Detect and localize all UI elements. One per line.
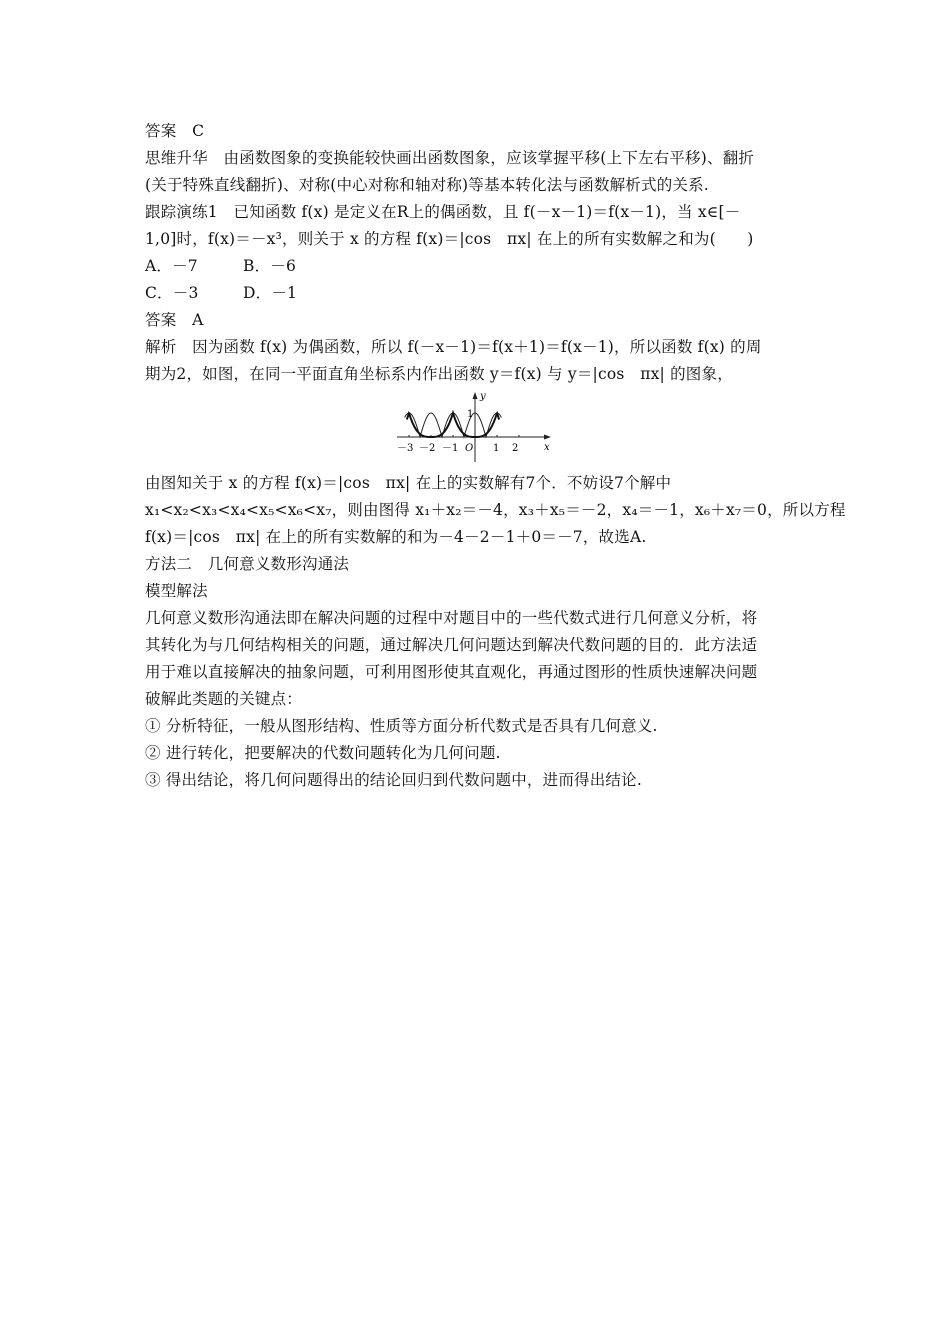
y-one-label: 1 xyxy=(467,409,474,420)
options-row-2 xyxy=(145,280,810,307)
analysis-line-5: f(x)＝|cos πx| 在上的所有实数解的和为－4－2－1＋0＝－7，故选A. xyxy=(145,528,647,546)
practice-line-1: 跟踪演练1 已知函数 f(x) 是定义在R上的偶函数，且 f(－x－1)＝f(x－1)，当 x∈[－ xyxy=(145,203,741,221)
x-axis-arrow xyxy=(544,435,551,440)
analysis-line-4: x₁<x₂<x₃<x₄<x₅<x₆<x₇，则由图得 x₁＋x₂＝－4，x₃＋x₅＝－2，x₄＝－1，x₆＋x₇＝0，所以方程 xyxy=(145,501,846,519)
option-b: B．－6 xyxy=(243,257,297,275)
paragraph-line-1: 几何意义数形沟通法即在解决问题的过程中对题目中的一些代数式进行几何意义分析，将 xyxy=(145,609,758,627)
paragraph-line-4: 破解此类题的关键点： xyxy=(145,690,303,708)
option-d: D．－1 xyxy=(243,284,298,302)
tick-label-2: 2 xyxy=(512,443,519,454)
practice-line-2: 1,0]时，f(x)＝－x³，则关于 x 的方程 f(x)＝|cos πx| 在上的所有实数解之和为( ) xyxy=(145,230,754,248)
analysis-line-2: 期为2，如图，在同一平面直角坐标系内作出函数 y＝f(x) 与 y＝|cos πx| 的图象， xyxy=(145,365,733,383)
y-axis-label: y xyxy=(480,391,486,402)
options-row-1 xyxy=(145,253,810,280)
tick-label-neg1: －1 xyxy=(442,443,459,454)
method-two-heading: 方法二 几何意义数形沟通法 xyxy=(145,555,350,573)
option-a: A．－7 xyxy=(145,257,198,275)
model-heading: 模型解法 xyxy=(145,582,208,600)
tick-label-1: 1 xyxy=(493,443,500,454)
function-graph-figure xyxy=(145,388,810,470)
step-1: ① 分析特征，一般从图形结构、性质等方面分析代数式是否具有几何意义. xyxy=(145,717,658,735)
step-2: ② 进行转化，把要解决的代数问题转化为几何问题. xyxy=(145,744,501,762)
option-c: C．－3 xyxy=(145,284,199,302)
analysis-line-3: 由图知关于 x 的方程 f(x)＝|cos πx| 在上的实数解有7个．不妨设7个解中 xyxy=(145,474,672,492)
paragraph-line-3: 用于难以直接解决的抽象问题，可利用图形使其直观化，再通过图形的性质快速解决问题 xyxy=(145,663,758,681)
function-graph xyxy=(395,390,555,470)
document-page xyxy=(145,118,846,794)
y-axis-arrow xyxy=(473,392,478,399)
insight-line-2: (关于特殊直线翻折)、对称(中心对称和轴对称)等基本转化法与函数解析式的关系. xyxy=(145,176,709,194)
step-3: ③ 得出结论，将几何问题得出的结论回归到代数问题中，进而得出结论. xyxy=(145,771,642,789)
paragraph-line-2: 其转化为与几何结构相关的问题，通过解决几何问题达到解决代数问题的目的．此方法适 xyxy=(145,636,758,654)
answer-line-2: 答案 A xyxy=(145,311,204,329)
insight-line-1: 思维升华 由函数图象的变换能较快画出函数图象，应该掌握平移(上下左右平移)、翻折 xyxy=(145,149,755,167)
origin-label: O xyxy=(465,443,474,454)
analysis-line-1: 解析 因为函数 f(x) 为偶函数，所以 f(－x－1)＝f(x＋1)＝f(x－1)，所以函数 f(x) 的周 xyxy=(145,338,762,356)
tick-label-neg2: －2 xyxy=(419,443,436,454)
x-axis-label: x xyxy=(544,442,550,453)
tick-label-neg3: －3 xyxy=(397,443,414,454)
f-curve xyxy=(407,413,499,437)
answer-line-1: 答案 C xyxy=(145,122,205,140)
